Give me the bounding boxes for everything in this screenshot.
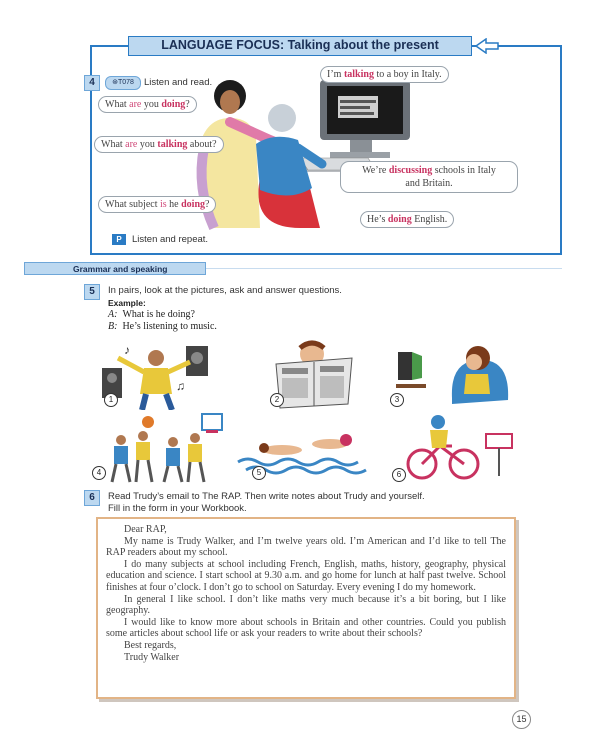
bubble-text: What subject [105,199,160,210]
trudy-email [96,517,516,699]
page-number: 15 [512,710,531,729]
bubble-highlight: talking [157,139,188,150]
bubble-text: What [101,139,126,150]
bubble-text: to a boy in Italy. [373,69,442,80]
exercise-4-number: 4 [84,75,100,91]
arrow-left-icon [474,38,500,54]
example-label: Example: [108,298,146,308]
picture-number-2: 2 [270,393,284,407]
email-paragraph-4: I would like to know more about schools in Britain and other countries. Could you publish some articles about school life or ask your readers to write about their schools? [106,616,506,640]
pronunciation-badge: P [112,234,126,245]
email-greeting: Dear RAP, [124,524,167,535]
language-focus-title: LANGUAGE FOCUS: Talking about the present [128,36,472,56]
heading-divider [206,268,562,269]
svg-text:♪: ♪ [124,343,130,357]
exercise-6-instruction-line2: Fill in the form in your Workbook. [108,503,247,514]
bubble-highlight: doing [387,214,412,225]
speaker-b: B: [108,321,118,332]
email-paragraph-2: I do many subjects at school including French, English, maths, history, geography, physical education and science. I start school at 9.30 a.m. and go home for lunch at half past twelve. School finishes at four o’clock. I don’t go to school on Saturday. Every evening I do my homework. [106,558,506,593]
picture-number-5: 5 [252,466,266,480]
exercise-5-number: 5 [84,284,100,300]
bubble-text: I’m [327,69,344,80]
bubble-highlight: doing [181,199,206,210]
bubble-text: about? [187,139,217,150]
bubble-text: What [105,99,130,110]
speech-bubble-talking-about [94,136,224,153]
bubble-text: you [141,99,162,110]
bubble-text: ? [205,199,210,210]
bubble-text: you [137,139,158,150]
example-a-text: What is he doing? [122,309,195,320]
bubble-aux: is [159,199,167,210]
email-paragraph-1: My name is Trudy Walker, and I’m twelve years old. I’m American and I’d like to tell The RAP readers about my school. [106,535,506,559]
bubble-text: He’s [367,214,388,225]
audio-track-label: T078 [117,79,134,86]
bubble-text: English. [411,214,448,225]
exercise-6-number: 6 [84,490,100,506]
grammar-speaking-heading: Grammar and speaking [24,262,206,275]
picture-riding-bike [392,412,516,484]
picture-playing-basketball [92,412,224,484]
bubble-highlight: talking [343,69,374,80]
speech-bubble-talking [320,66,449,83]
picture-number-4: 4 [92,466,106,480]
bubble-text: schools in Italy [432,165,496,176]
speech-bubble-doing [98,96,197,113]
picture-number-3: 3 [390,393,404,407]
audio-track-badge[interactable]: ⊛T078 [105,76,141,90]
bubble-text: ? [185,99,190,110]
svg-text:♫: ♫ [176,379,185,393]
email-paragraph-3: In general I like school. I don’t like maths very much because it’s a bit boring, but I like geography. [106,593,506,617]
exercise-4-instruction: Listen and read. [144,77,213,88]
picture-watching-tv [392,338,514,410]
example-b-text: He’s listening to music. [122,321,217,332]
exercise-6-instruction-line1: Read Trudy’s email to The RAP. Then write notes about Trudy and yourself. [108,491,425,502]
example-line-b [108,321,217,332]
bubble-text: he [166,199,182,210]
speech-bubble-discussing [340,161,518,193]
exercise-5-instruction: In pairs, look at the pictures, ask and answer questions. [108,285,342,296]
bubble-text: and Britain. [405,178,453,189]
bubble-text: We’re [362,165,389,176]
speech-bubble-english [360,211,454,228]
picture-number-1: 1 [104,393,118,407]
repeat-instruction: Listen and repeat. [132,234,209,245]
picture-number-6: 6 [392,468,406,482]
bubble-aux: are [129,99,142,110]
email-closing: Best regards, [124,639,177,651]
speaker-a: A: [108,309,118,320]
email-signature: Trudy Walker [124,651,180,663]
bubble-aux: are [125,139,138,150]
bubble-highlight: discussing [388,165,433,176]
example-line-a [108,309,195,320]
speech-bubble-subject [98,196,216,213]
bubble-highlight: doing [161,99,186,110]
